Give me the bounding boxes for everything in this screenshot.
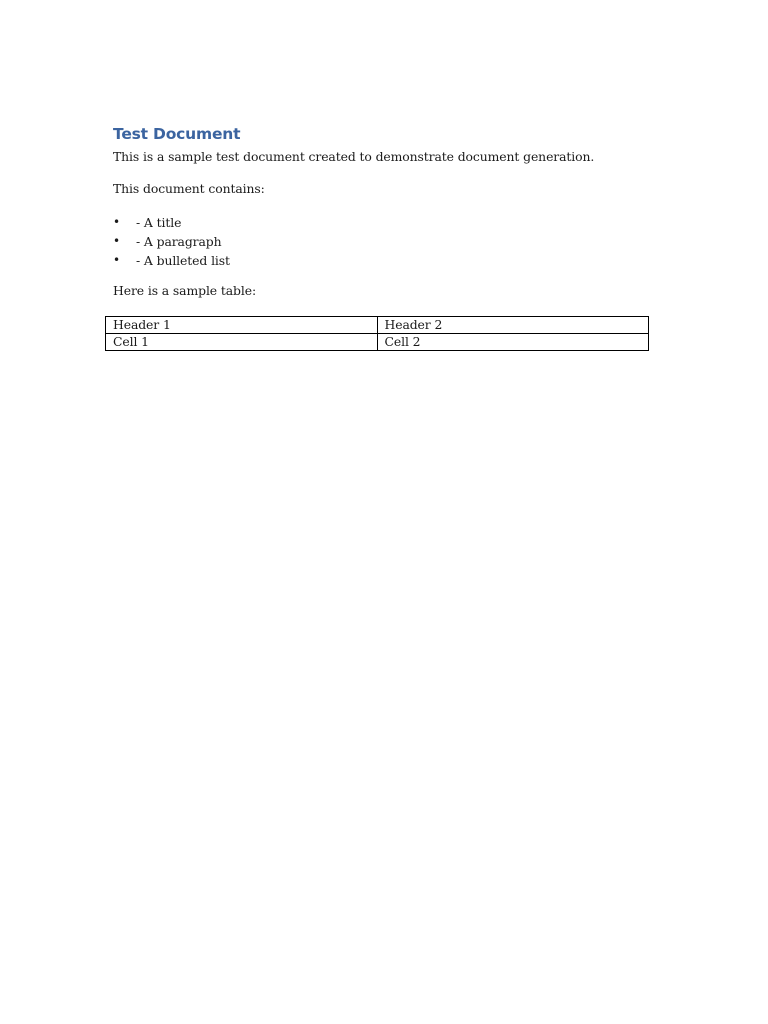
table-cell: Cell 1 — [106, 334, 378, 351]
table-header-cell: Header 2 — [377, 317, 649, 334]
table-header-row — [106, 317, 649, 334]
list-item — [113, 232, 653, 251]
bullet-icon: • — [113, 253, 120, 267]
document-title: Test Document — [113, 125, 241, 143]
list-item-text: - A title — [136, 215, 182, 230]
table-row — [106, 334, 649, 351]
list-item-text: - A bulleted list — [136, 253, 230, 268]
bullet-icon: • — [113, 215, 120, 229]
contains-label: This document contains: — [113, 181, 265, 196]
list-item — [113, 213, 653, 232]
intro-paragraph: This is a sample test document created to demonstrate document generation. — [113, 149, 595, 164]
sample-table — [105, 316, 649, 351]
list-item — [113, 251, 653, 270]
table-header-cell: Header 1 — [106, 317, 378, 334]
list-item-text: - A paragraph — [136, 234, 222, 249]
bullet-icon: • — [113, 234, 120, 248]
table-cell: Cell 2 — [377, 334, 649, 351]
document-body — [113, 122, 653, 299]
bulleted-list — [113, 213, 653, 270]
table-label: Here is a sample table: — [113, 283, 257, 298]
